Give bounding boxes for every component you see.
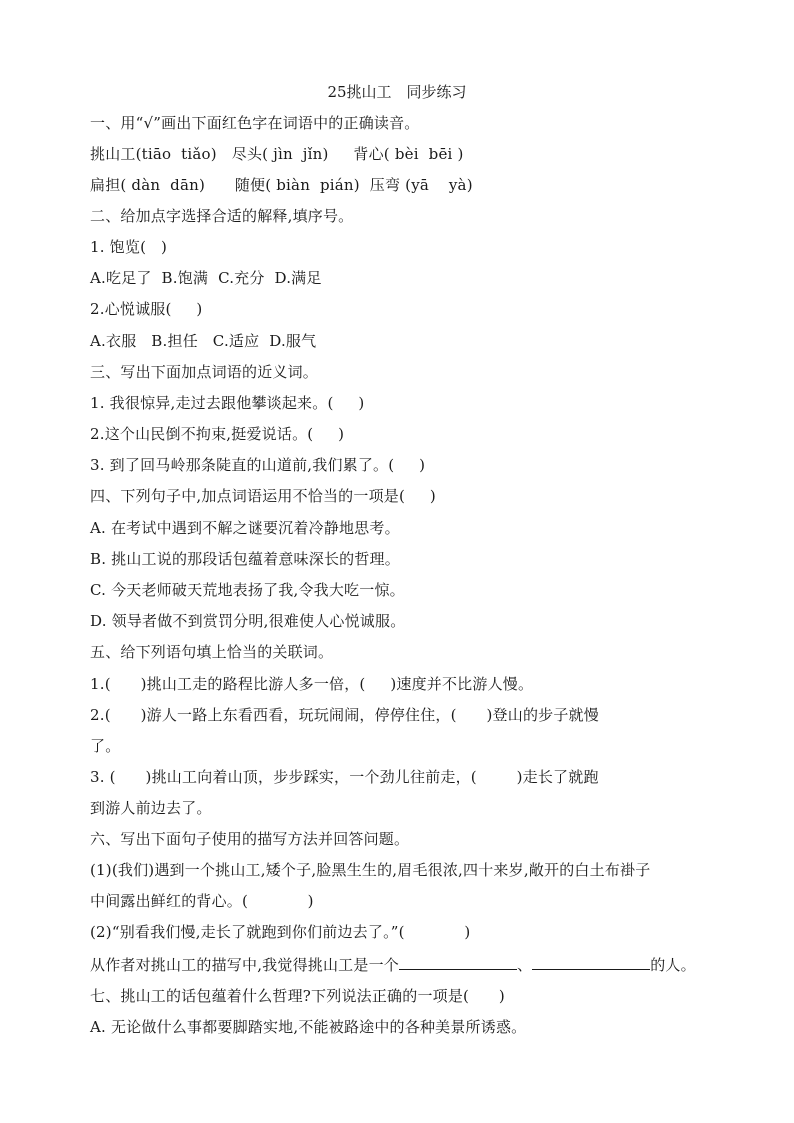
q7-option-a: A. 无论做什么事都要脚踏实地,不能被路途中的各种美景所诱惑。: [90, 1018, 527, 1036]
q3-heading: 三、写出下面加点词语的近义词。: [90, 363, 319, 381]
q1-row-2: 扁担( dàn dān) 随便( biàn pián) 压弯 (yā yà): [90, 176, 473, 194]
q5-item-2-cont: 了。: [90, 737, 121, 755]
q6-item-1-cont: 中间露出鲜红的背心。( ): [90, 892, 314, 910]
q6-item-3-separator: 、: [516, 956, 533, 974]
q5-item-1: 1.( )挑山工走的路程比游人多一倍，( )速度并不比游人慢。: [90, 675, 534, 693]
q7-heading: 七、挑山工的话包蕴着什么哲理?下列说法正确的一项是( ): [90, 987, 505, 1005]
q3-item-3: 3. 到了回马岭那条陡直的山道前,我们累了。( ): [90, 456, 426, 474]
q2-item-1: 1. 饱览( ): [90, 238, 168, 256]
q2-heading: 二、给加点字选择合适的解释,填序号。: [90, 207, 354, 225]
q2-item-2: 2.心悦诚服( ): [90, 300, 203, 318]
q4-option-a: A. 在考试中遇到不解之谜要沉着冷静地思考。: [90, 519, 400, 537]
q3-item-1: 1. 我很惊异,走过去跟他攀谈起来。( ): [90, 394, 365, 412]
q6-item-3-ending: 的人。: [650, 956, 696, 974]
q4-heading: 四、下列句子中,加点词语运用不恰当的一项是( ): [90, 487, 436, 505]
answer-blank-2[interactable]: [532, 955, 650, 970]
q6-item-3: [90, 955, 696, 975]
q4-option-c: C. 今天老师破天荒地表扬了我,令我大吃一惊。: [90, 581, 405, 599]
q1-row-1: 挑山工(tiāo tiǎo) 尽头( jìn jǐn) 背心( bèi bēi ): [90, 145, 464, 163]
q4-option-d: D. 领导者做不到赏罚分明,很难使人心悦诚服。: [90, 612, 406, 630]
page-title: 25挑山工 同步练习: [327, 83, 467, 101]
q5-item-3: 3. ( )挑山工向着山顶，步步踩实，一个劲儿往前走，( )走长了就跑: [90, 768, 599, 786]
q5-item-3-cont: 到游人前边去了。: [90, 799, 212, 817]
q3-item-2: 2.这个山民倒不拘束,挺爱说话。( ): [90, 425, 345, 443]
q5-heading: 五、给下列语句填上恰当的关联词。: [90, 643, 334, 661]
q2-item-1-options: A.吃足了 B.饱满 C.充分 D.满足: [90, 269, 322, 287]
q6-heading: 六、写出下面句子使用的描写方法并回答问题。: [90, 830, 410, 848]
q4-option-b: B. 挑山工说的那段话包蕴着意味深长的哲理。: [90, 550, 400, 568]
q5-item-2: 2.( )游人一路上东看西看，玩玩闹闹，停停住住，( )登山的步子就慢: [90, 706, 599, 724]
q6-item-3-text: 从作者对挑山工的描写中,我觉得挑山工是一个: [90, 956, 399, 974]
answer-blank-1[interactable]: [399, 955, 517, 970]
q6-item-1: (1)(我们)遇到一个挑山工,矮个子,脸黑生生的,眉毛很浓,四十来岁,敞开的白土布褂子: [90, 861, 651, 879]
q1-heading: 一、用“√”画出下面红色字在词语中的正确读音。: [90, 114, 420, 132]
q6-item-2: (2)“别看我们慢,走长了就跑到你们前边去了。”( ): [90, 923, 471, 941]
q2-item-2-options: A.衣服 B.担任 C.适应 D.服气: [90, 332, 317, 350]
